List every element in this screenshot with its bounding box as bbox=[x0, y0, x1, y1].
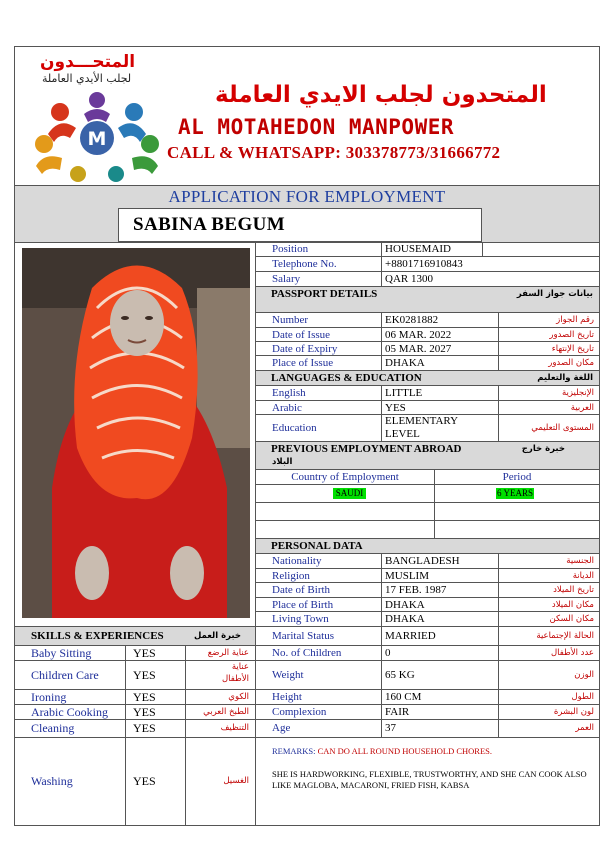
column-line bbox=[185, 645, 186, 826]
logo-arabic-subtitle: لجلب الأيدي العاملة bbox=[42, 72, 132, 85]
applicant-photo bbox=[22, 248, 250, 618]
religion-label: Religion bbox=[272, 570, 310, 582]
previous-employment-title-ar2: البلاد bbox=[272, 457, 293, 467]
column-line bbox=[482, 242, 483, 256]
skill-cleaning-value: YES bbox=[133, 721, 156, 735]
skill-washing-label: Washing bbox=[31, 774, 73, 788]
place-of-birth-value: DHAKA bbox=[385, 599, 425, 611]
applicant-name: SABINA BEGUM bbox=[118, 208, 482, 242]
complexion-label: Complexion bbox=[272, 706, 327, 718]
remarks-label: REMARKS: bbox=[272, 746, 318, 756]
children-label: No. of Children bbox=[272, 647, 342, 659]
passport-number-value: EK0281882 bbox=[385, 314, 439, 326]
salary-value: QAR 1300 bbox=[385, 273, 433, 285]
education-value-line2: LEVEL bbox=[385, 428, 420, 440]
skill-ironing-label: Ironing bbox=[31, 690, 67, 704]
row-line bbox=[255, 719, 599, 720]
skill-children-care-ar: عناية bbox=[231, 662, 249, 672]
marital-status-label: Marital Status bbox=[272, 630, 335, 642]
remarks-block bbox=[272, 746, 592, 791]
age-ar: العمر bbox=[575, 723, 594, 733]
english-ar: الإنجليزية bbox=[561, 388, 594, 398]
marital-status-value: MARRIED bbox=[385, 630, 436, 642]
skill-baby-sitting-ar: عناية الرضع bbox=[207, 648, 249, 658]
logo-arabic-title: المتحـــدون bbox=[40, 52, 136, 72]
weight-value: 65 KG bbox=[385, 669, 415, 681]
skill-baby-sitting-value: YES bbox=[133, 646, 156, 660]
row-line bbox=[255, 626, 599, 627]
dob-label: Date of Birth bbox=[272, 584, 331, 596]
skills-section-title-ar: خبرة العمل bbox=[193, 631, 241, 641]
nationality-value: BANGLADESH bbox=[385, 555, 460, 567]
skill-children-care-value: YES bbox=[133, 668, 156, 682]
expiry-date-value: 05 MAR. 2027 bbox=[385, 343, 452, 355]
country-col-header: Country of Employment bbox=[291, 471, 399, 483]
place-of-issue-ar: مكان الصدور bbox=[548, 358, 594, 368]
education-ar: المستوى التعليمي bbox=[531, 423, 594, 433]
expiry-date-label: Date of Expiry bbox=[272, 343, 338, 355]
telephone-value: +8801716910843 bbox=[385, 258, 463, 270]
religion-ar: الديانة bbox=[572, 571, 594, 581]
weight-label: Weight bbox=[272, 669, 304, 681]
passport-number-ar: رقم الجواز bbox=[556, 315, 594, 325]
personal-data-title: PERSONAL DATA bbox=[271, 540, 363, 552]
marital-status-ar: الحالة الإجتماعية bbox=[536, 631, 594, 641]
english-value: LITTLE bbox=[385, 387, 423, 399]
column-line bbox=[381, 242, 382, 286]
previous-employment-title-ar: خبرة خارج bbox=[521, 444, 565, 454]
column-line bbox=[125, 645, 126, 826]
skill-arabic-cooking-label: Arabic Cooking bbox=[31, 705, 108, 719]
english-label: English bbox=[272, 387, 306, 399]
remarks-line1 bbox=[272, 746, 592, 757]
skill-washing-ar: الغسيل bbox=[223, 776, 249, 786]
row-line bbox=[255, 484, 599, 485]
languages-section-title: LANGUAGES & EDUCATION bbox=[271, 372, 422, 384]
logo-letter: M bbox=[87, 128, 107, 150]
skill-ironing-ar: الكوي bbox=[228, 692, 249, 702]
age-value: 37 bbox=[385, 722, 396, 734]
previous-employment-header bbox=[256, 442, 599, 469]
previous-employment-title: PREVIOUS EMPLOYMENT ABROAD bbox=[271, 443, 462, 455]
skill-ironing-value: YES bbox=[133, 690, 156, 704]
arabic-label: Arabic bbox=[272, 402, 302, 414]
remarks-text1: CAN DO ALL ROUND HOUSEHOLD CHORES. bbox=[317, 746, 493, 756]
dob-ar: تاريخ الميلاد bbox=[553, 585, 594, 595]
expiry-date-ar: تاريخ الإنتهاء bbox=[551, 344, 594, 354]
arabic-ar: العربية bbox=[570, 403, 594, 413]
form-title: APPLICATION FOR EMPLOYMENT bbox=[15, 186, 599, 208]
religion-value: MUSLIM bbox=[385, 570, 430, 582]
position-value: HOUSEMAID bbox=[385, 243, 451, 255]
languages-section-header bbox=[256, 371, 599, 385]
row-line bbox=[15, 737, 255, 738]
place-of-birth-ar: مكان الميلاد bbox=[551, 600, 594, 610]
period-value: 6 YEARS bbox=[497, 488, 533, 498]
passport-section-header bbox=[256, 287, 599, 312]
place-of-issue-label: Place of Issue bbox=[272, 357, 334, 369]
skill-children-care-label: Children Care bbox=[31, 668, 99, 682]
education-label: Education bbox=[272, 422, 317, 434]
weight-ar: الوزن bbox=[574, 670, 594, 680]
dob-value: 17 FEB. 1987 bbox=[385, 584, 447, 596]
skill-baby-sitting-label: Baby Sitting bbox=[31, 646, 92, 660]
education-value: ELEMENTARY bbox=[385, 415, 459, 427]
company-name-english: AL MOTAHEDON MANPOWER bbox=[178, 115, 455, 139]
issue-date-ar: تاريخ الصدور bbox=[549, 330, 594, 340]
skill-cleaning-ar: التنظيف bbox=[220, 723, 249, 733]
nationality-ar: الجنسية bbox=[566, 556, 594, 566]
languages-section-title-ar: اللغة والتعليم bbox=[537, 373, 593, 383]
remarks-text2: SHE IS HARDWORKING, FLEXIBLE, TRUSTWORTHY, AND SHE CAN COOK ALSO LIKE MAGLOBA, MACARONI, FRIED FISH, KABSA bbox=[272, 769, 587, 790]
issue-date-value: 06 MAR. 2022 bbox=[385, 329, 452, 341]
place-of-birth-label: Place of Birth bbox=[272, 599, 334, 611]
place-of-issue-value: DHAKA bbox=[385, 357, 425, 369]
living-town-label: Living Town bbox=[272, 613, 329, 625]
contact-line: CALL & WHATSAPP: 303378773/31666772 bbox=[167, 143, 501, 162]
skills-section-header bbox=[15, 627, 255, 645]
row-line bbox=[255, 737, 599, 738]
passport-section-title-ar: بيانات جواز السفر bbox=[516, 289, 593, 299]
column-line bbox=[255, 242, 256, 826]
nationality-label: Nationality bbox=[272, 555, 322, 567]
passport-section-title: PASSPORT DETAILS bbox=[271, 288, 378, 300]
issue-date-label: Date of Issue bbox=[272, 329, 331, 341]
skill-washing-value: YES bbox=[133, 774, 156, 788]
height-value: 160 CM bbox=[385, 691, 422, 703]
children-value: 0 bbox=[385, 647, 391, 659]
personal-data-header bbox=[256, 539, 599, 553]
complexion-ar: لون البشرة bbox=[553, 707, 594, 717]
telephone-label: Telephone No. bbox=[272, 258, 337, 270]
height-ar: الطول bbox=[571, 692, 594, 702]
row-line bbox=[255, 502, 599, 503]
row-line bbox=[255, 660, 599, 661]
salary-label: Salary bbox=[272, 273, 301, 285]
country-value: SAUDI bbox=[333, 488, 366, 499]
children-ar: عدد الأطفال bbox=[550, 648, 594, 658]
complexion-value: FAIR bbox=[385, 706, 410, 718]
living-town-value: DHAKA bbox=[385, 613, 425, 625]
age-label: Age bbox=[272, 722, 291, 734]
skill-children-care-ar2: الأطفال bbox=[221, 674, 249, 684]
row-line bbox=[255, 520, 599, 521]
skills-section-title: SKILLS & EXPERIENCES bbox=[31, 630, 164, 642]
arabic-value: YES bbox=[385, 402, 406, 414]
living-town-ar: مكان السكن bbox=[549, 614, 594, 624]
position-label: Position bbox=[272, 243, 309, 255]
company-name-arabic: المتحدون لجلب الايدي العاملة bbox=[215, 82, 547, 108]
skill-arabic-cooking-ar: الطبخ العربي bbox=[203, 707, 249, 717]
height-label: Height bbox=[272, 691, 302, 703]
skill-arabic-cooking-value: YES bbox=[133, 705, 156, 719]
passport-number-label: Number bbox=[272, 314, 309, 326]
row-line bbox=[15, 719, 255, 720]
skill-cleaning-label: Cleaning bbox=[31, 721, 75, 735]
period-col-header: Period bbox=[502, 471, 532, 483]
